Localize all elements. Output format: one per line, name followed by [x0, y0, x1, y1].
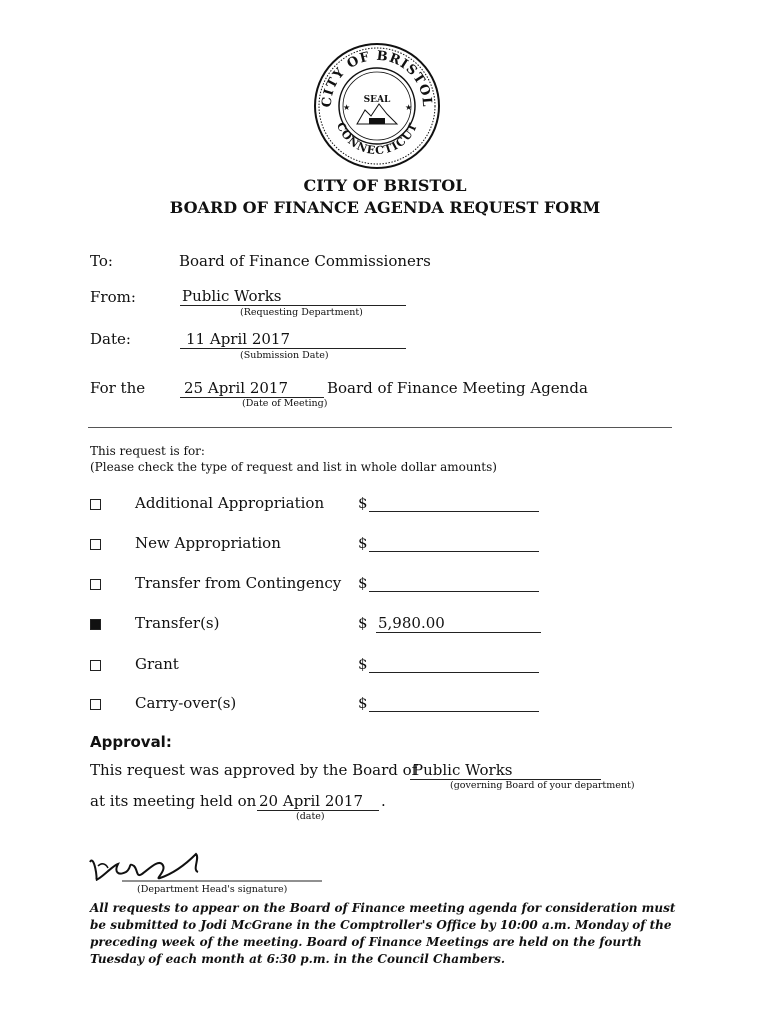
checkbox-grant[interactable]	[90, 660, 101, 671]
signature-caption: (Department Head's signature)	[137, 884, 288, 895]
checkbox-carry-over[interactable]	[90, 699, 101, 710]
from-label: From:	[90, 288, 136, 306]
approving-board-field[interactable]: Public Works	[410, 761, 601, 780]
approval-line1: This request was approved by the Board of	[90, 761, 418, 779]
amount-field-new-appropriation[interactable]	[369, 551, 539, 552]
dollar-sign: $	[358, 494, 368, 512]
checkbox-additional-appropriation[interactable]	[90, 499, 101, 510]
city-seal-icon	[313, 42, 441, 170]
amount-field-transfers[interactable]: 5,980.00	[376, 614, 541, 633]
seal-center-text: SEAL	[363, 95, 391, 105]
to-label: To:	[90, 252, 113, 270]
checkbox-new-appropriation[interactable]	[90, 539, 101, 550]
dollar-sign: $	[358, 534, 368, 552]
approval-heading: Approval:	[90, 733, 172, 751]
option-label: Grant	[135, 655, 179, 673]
approval-date-caption: (date)	[296, 811, 325, 822]
approval-meeting-date-field[interactable]: 20 April 2017	[257, 792, 379, 811]
dollar-sign: $	[358, 694, 368, 712]
amount-field-grant[interactable]	[369, 672, 539, 673]
dollar-sign: $	[358, 655, 368, 673]
submission-note: All requests to appear on the Board of Finance meeting agenda for consideration must be submitted to Jodi McGrane in the Comptroller's Office by 10:00 a.m. Monday of the preceding week of the meeting. Board of Finance Meetings are held on the fourth Tuesday of each month at 6:30 p.m. in the Council Chambers.	[90, 901, 676, 966]
board-caption: (governing Board of your department)	[450, 780, 635, 791]
form-title-line1: CITY OF BRISTOL	[303, 176, 467, 195]
svg-text:★: ★	[343, 103, 351, 112]
signature-field[interactable]	[88, 850, 324, 884]
date-label: Date:	[90, 330, 131, 348]
divider	[88, 427, 672, 428]
seal-top-text: CITY OF BRISTOL	[319, 48, 435, 109]
option-label: Transfer(s)	[135, 614, 220, 632]
from-caption: (Requesting Department)	[240, 307, 363, 318]
svg-text:CONNECTICUT	[334, 120, 420, 157]
request-intro: This request is for:	[90, 444, 205, 458]
form-title-line2: BOARD OF FINANCE AGENDA REQUEST FORM	[169, 198, 601, 217]
option-label: Carry-over(s)	[135, 694, 237, 712]
amount-field-carry-over[interactable]	[369, 711, 539, 712]
option-label: Transfer from Contingency	[135, 574, 342, 592]
date-caption: (Submission Date)	[240, 350, 329, 361]
amount-field-additional-appropriation[interactable]	[369, 511, 539, 512]
option-label: Additional Appropriation	[135, 494, 325, 512]
checkbox-transfer-from-contingency[interactable]	[90, 579, 101, 590]
meeting-date-field[interactable]: 25 April 2017	[180, 379, 324, 398]
dollar-sign: $	[358, 614, 368, 632]
approval-line2: at its meeting held on	[90, 792, 257, 810]
for-the-label: For the	[90, 379, 146, 397]
checkbox-transfers-checked[interactable]	[90, 619, 101, 630]
request-instructions: (Please check the type of request and list in whole dollar amounts)	[90, 460, 497, 474]
meeting-date-caption: (Date of Meeting)	[242, 398, 328, 409]
for-the-suffix: Board of Finance Meeting Agenda	[327, 379, 588, 397]
amount-field-transfer-from-contingency[interactable]	[369, 591, 539, 592]
dollar-sign: $	[358, 574, 368, 592]
approval-line2-suffix: .	[381, 792, 386, 810]
to-value: Board of Finance Commissioners	[179, 252, 431, 270]
date-field[interactable]: 11 April 2017	[180, 330, 406, 349]
option-label: New Appropriation	[135, 534, 281, 552]
from-field[interactable]: Public Works	[180, 287, 406, 306]
seal-bottom-text: CONNECTICUT	[333, 120, 421, 158]
svg-text:★: ★	[405, 103, 413, 112]
